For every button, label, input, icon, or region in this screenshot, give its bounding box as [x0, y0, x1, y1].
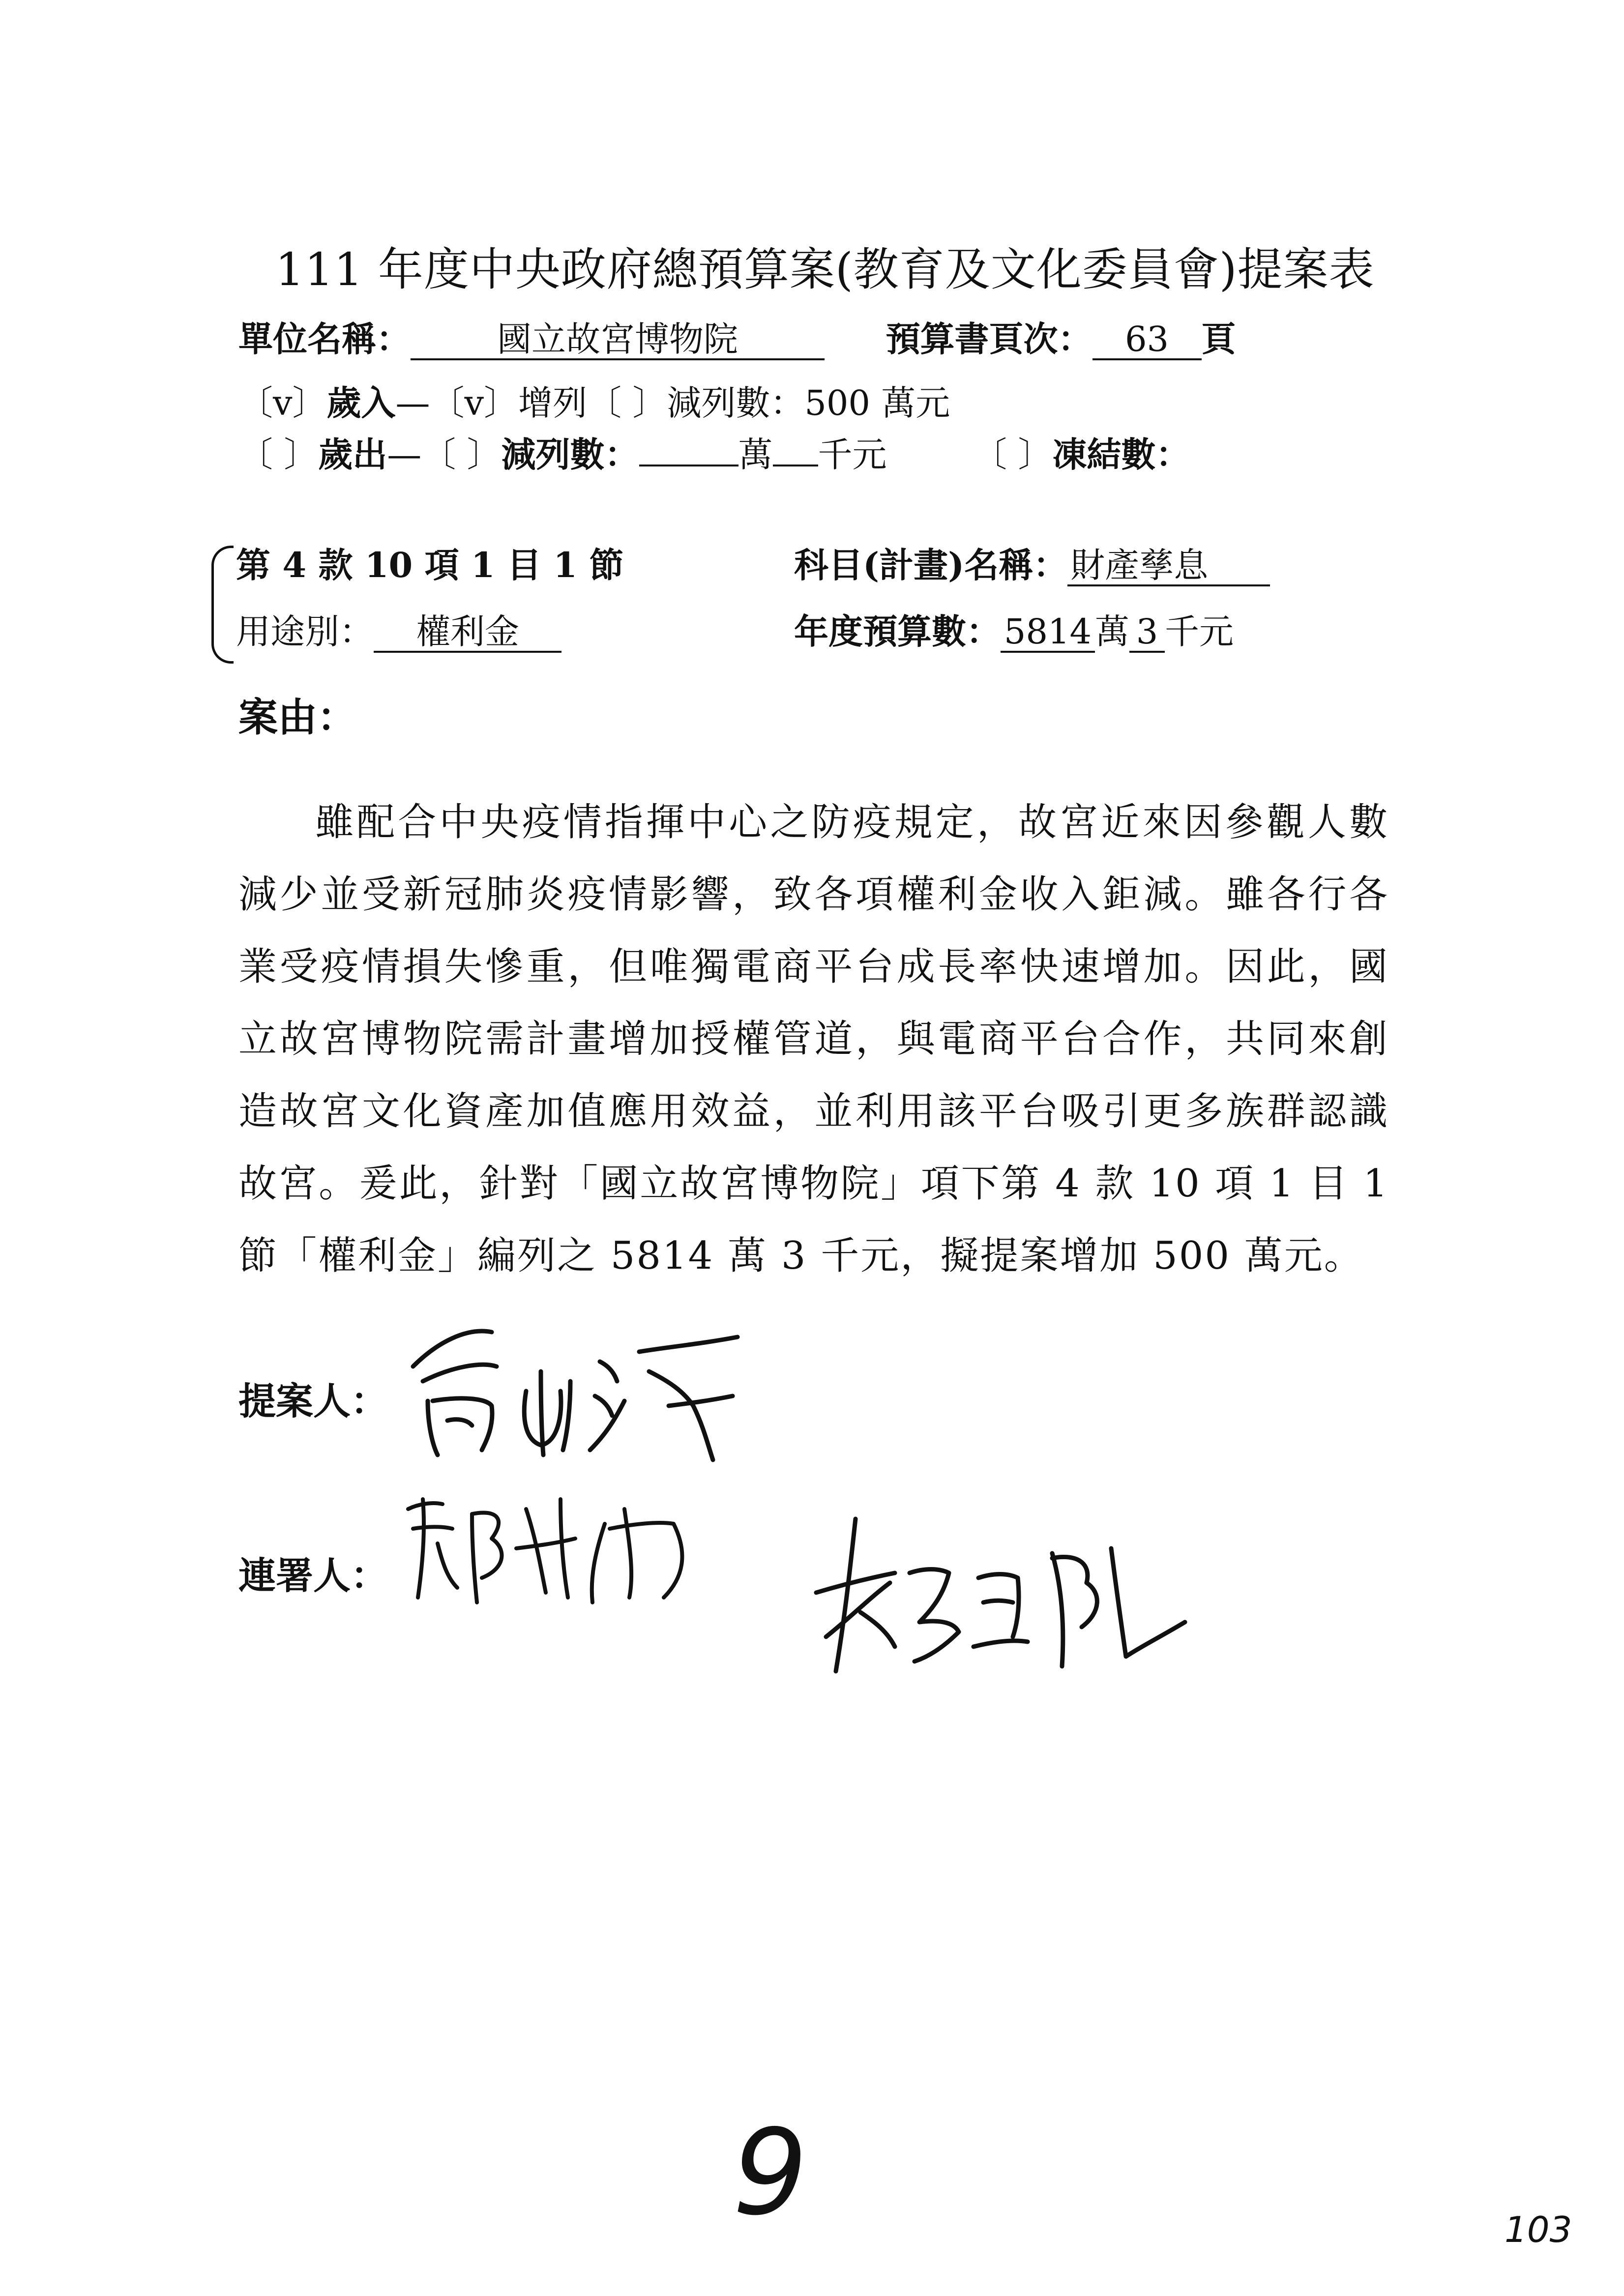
cosigner-signature-1: [398, 1480, 703, 1612]
unit-row: [238, 319, 1236, 360]
cosigner-label: 連署人：: [238, 1554, 388, 1598]
reason-text: 雖配合中央疫情指揮中心之防疫規定，故宮近來因參觀人數減少並受新冠肺炎疫情影響，致各項權利金收入鉅減。雖各行各業受疫情損失慘重，但唯獨電商平台成長率快速增加。因此，國立故宮博物院需計畫增加授權管道，與電商平台合作，共同來創造故宮文化資產加值應用效益，並利用該平台吸引更多族群認識故宮。爰此，針對「國立故宮博物院」項下第 4 款 10 項 1 目 1 節「權利金」編列之 5814 萬 3 千元，擬提案增加 500 萬元。: [238, 800, 1389, 1278]
page-label: 預算書頁次：: [886, 319, 1093, 359]
revenue-row: [238, 382, 950, 423]
revenue-dash: —: [395, 383, 430, 423]
frozen-label: 凍結數：: [1052, 434, 1190, 475]
cosigner-signature-2: [797, 1499, 1210, 1706]
increase-label: 增列: [518, 383, 588, 423]
usage-value: 權利金: [374, 614, 561, 653]
expense-decrease-label: 減列數：: [501, 434, 639, 475]
proposer-signature: [393, 1308, 777, 1470]
expense-checkbox: 〔 〕: [238, 435, 319, 475]
page-number: 9: [733, 2104, 808, 2241]
revenue-decrease-label: 減列數：: [667, 383, 805, 423]
revenue-label: 歲入: [326, 382, 396, 423]
increase-checkbox: 〔v〕: [430, 383, 519, 423]
page-title: 111 年度中央政府總預算案(教育及文化委員會)提案表: [275, 243, 1375, 296]
expense-wan-blank: [639, 463, 738, 466]
budget-qian-value: 3: [1129, 614, 1165, 653]
expense-label: 歲出: [318, 434, 387, 475]
subject-label: 科目(計畫)名稱：: [794, 545, 1068, 585]
expense-qian-blank: [773, 463, 818, 466]
expense-qian-yuan: 千元: [818, 435, 887, 475]
unit-label: 單位名稱：: [238, 319, 411, 359]
revenue-checkbox: 〔v〕: [238, 383, 327, 423]
revenue-amount: 500 萬元: [804, 383, 950, 423]
expense-row: [238, 434, 1190, 475]
corner-number: 103: [1505, 2209, 1572, 2250]
usage-label: 用途別：: [236, 611, 374, 652]
expense-wan: 萬: [738, 435, 773, 475]
subject-value: 財產孳息: [1067, 548, 1270, 586]
budget-label: 年度預算數：: [794, 611, 1001, 652]
budget-qian-unit: 千元: [1165, 611, 1234, 652]
section-label: 第 4 款 10 項 1 目 1 節: [236, 545, 624, 585]
proposer-label: 提案人：: [238, 1379, 388, 1423]
page-suffix: 頁: [1201, 319, 1236, 359]
page-value: 63: [1093, 322, 1202, 360]
usage-row: [236, 611, 561, 653]
decrease-checkbox: 〔 〕: [587, 383, 667, 423]
budget-wan-unit: 萬: [1095, 611, 1129, 652]
frozen-checkbox: 〔 〕: [973, 435, 1053, 475]
reason-label: 案由：: [238, 694, 356, 740]
item-bracket: [211, 546, 234, 664]
unit-value: 國立故宮博物院: [411, 322, 825, 360]
budget-row: [794, 611, 1234, 653]
subject-row: [794, 545, 1270, 586]
budget-wan-value: 5814: [1001, 614, 1095, 653]
expense-dash: —: [387, 435, 422, 475]
expense-decrease-checkbox: 〔 〕: [421, 435, 502, 475]
